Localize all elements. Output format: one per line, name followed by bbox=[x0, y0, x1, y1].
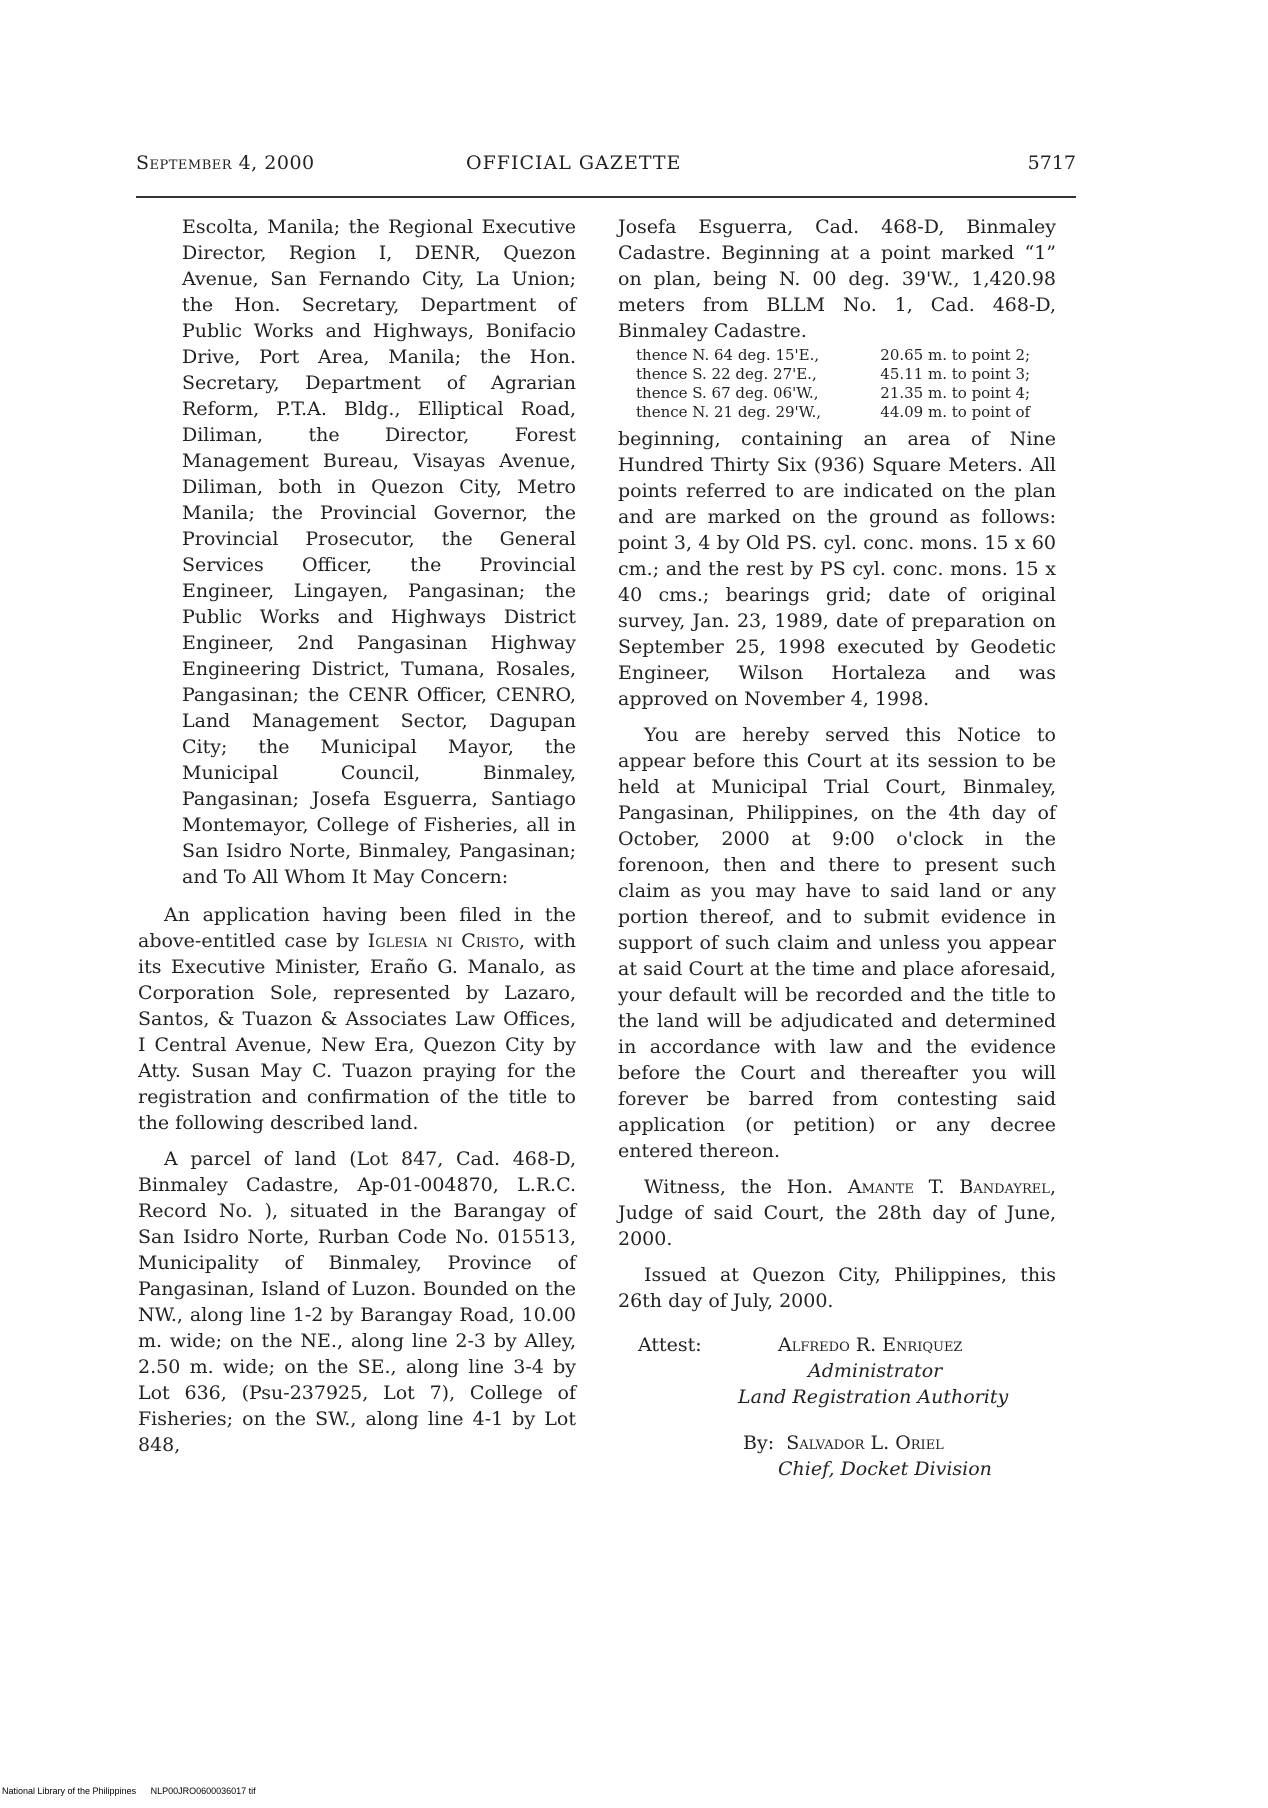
notice-paragraph: You are hereby served this Notice to appear before this Court at its session to be held at Municipal Trial Court, Binmaley, Pangasinan, Philippines, on the 4th day of October, 2000 at 9:00 o'clock in the forenoon, then and there to present such claim as you may have to said land or any portion thereof, and to submit evidence in support of such claim and unless you appear at said Court at the time and place aforesaid, your default will be recorded and the title to the land will be adjudicated and determined in accordance with law and the evidence before the Court and thereafter you will forever be barred from contesting said application (or petition) or any decree entered thereon. bbox=[618, 724, 1056, 1162]
chief-name: Salvador L. Oriel bbox=[786, 1432, 944, 1454]
application-text-start: An application having been filed in the above-entitled case by bbox=[138, 904, 576, 952]
signature-block bbox=[618, 1332, 1056, 1492]
witness-text-start: Witness, the Hon. bbox=[644, 1176, 834, 1198]
bearing-row bbox=[618, 365, 1056, 384]
addressees-paragraph: Escolta, Manila; the Regional Executive Director, Region I, DENR, Quezon Avenue, San Fernando City, La Union; the Hon. Secretary, Department of Public Works and Highways, Bonifacio Drive, Port Area, Manila; the Hon. Secretary, Department of Agrarian Reform, P.T.A. Bldg., Elliptical Road, Diliman, the Director, Forest Management Bureau, Visayas Avenue, Diliman, both in Quezon City, Metro Manila; the Provincial Governor, the Provincial Prosecutor, the General Services Officer, the Provincial Engineer, Lingayen, Pangasinan; the Public Works and Highways District Engineer, 2nd Pangasinan Highway Engineering District, Tumana, Rosales, Pangasinan; the CENR Officer, CENRO, Land Management Sector, Dagupan City; the Municipal Mayor, the Municipal Council, Binmaley, Pangasinan; Josefa Esguerra, Santiago Montemayor, College of Fisheries, all in San Isidro Norte, Binmaley, Pangasinan; and To All Whom It May Concern: bbox=[182, 216, 576, 888]
bearing-cell: thence N. 64 deg. 15'E., bbox=[636, 346, 820, 364]
technical-description-paragraph: beginning, containing an area of Nine Hundred Thirty Six (936) Square Meters. All points referred to are indicated on the plan and are marked on the ground as follows: point 3, 4 by Old PS. cyl. conc. mons. 15 x 60 cm.; and the rest by PS cyl. conc. mons. 15 x 40 cms.; bearings grid; date of original survey, Jan. 23, 1989, date of preparation on September 25, 1998 executed by Geodetic Engineer, Wilson Hortaleza and was approved on November 4, 1998. bbox=[618, 428, 1056, 710]
chief-title: Chief, Docket Division bbox=[778, 1458, 992, 1480]
bearing-row bbox=[618, 346, 1056, 365]
bearing-cell: thence S. 22 deg. 27'E., bbox=[636, 365, 817, 383]
distance-cell: 44.09 m. to point of bbox=[880, 403, 1031, 421]
administrator-title: Administrator bbox=[808, 1360, 943, 1382]
witness-paragraph bbox=[618, 1174, 1056, 1252]
by-line bbox=[743, 1430, 944, 1456]
header-rule bbox=[136, 196, 1076, 198]
library-credit: National Library of the Philippines bbox=[2, 1786, 137, 1796]
attest-label: Attest: bbox=[638, 1334, 702, 1356]
distance-cell: 45.11 m. to point 3; bbox=[880, 365, 1031, 383]
bearing-row bbox=[618, 384, 1056, 403]
left-column bbox=[138, 214, 576, 1468]
application-paragraph bbox=[138, 902, 576, 1136]
bearing-cell: thence S. 67 deg. 06'W., bbox=[636, 384, 819, 402]
parcel-continuation-paragraph: Josefa Esguerra, Cad. 468-D, Binmaley Cadastre. Beginning at a point marked “1” on plan, being N. 00 deg. 39'W., 1,420.98 meters from BLLM No. 1, Cad. 468-D, Binmaley Cadastre. bbox=[618, 216, 1056, 342]
bearing-cell: thence N. 21 deg. 29'W., bbox=[636, 403, 821, 421]
bearings-table bbox=[618, 346, 1056, 422]
issue-date: September 4, 2000 bbox=[136, 152, 315, 174]
applicant-name: Iglesia ni Cristo bbox=[367, 930, 519, 952]
scan-footer bbox=[2, 1786, 268, 1796]
right-column bbox=[618, 214, 1056, 1492]
agency-name: Land Registration Authority bbox=[738, 1386, 1009, 1408]
distance-cell: 20.65 m. to point 2; bbox=[880, 346, 1031, 364]
bearing-row bbox=[618, 403, 1056, 422]
page-header bbox=[136, 152, 1076, 182]
page-number: 5717 bbox=[1027, 152, 1076, 174]
issued-paragraph: Issued at Quezon City, Philippines, this 26th day of July, 2000. bbox=[618, 1264, 1056, 1312]
parcel-description-paragraph: A parcel of land (Lot 847, Cad. 468-D, Binmaley Cadastre, Ap-01-004870, L.R.C. Record No. ), situated in the Barangay of San Isidro Norte, Rurban Code No. 015513, Municipality of Binmaley, Province of Pangasinan, Island of Luzon. Bounded on the NW., along line 1-2 by Barangay Road, 10.00 m. wide; on the NE., along line 2-3 by Alley, 2.50 m. wide; on the SE., along line 3-4 by Lot 636, (Psu-237925, Lot 7), College of Fisheries; on the SW., along line 4-1 by Lot 848, bbox=[138, 1148, 576, 1456]
judge-name: Amante T. Bandayrel bbox=[847, 1176, 1050, 1198]
file-identifier: NLP00JRO0600036017 tif bbox=[150, 1786, 256, 1796]
by-label: By: bbox=[743, 1432, 775, 1454]
application-text-end: , with its Executive Minister, Eraño G. Manalo, as Corporation Sole, represented by Lazaro, Santos, & Tuazon & Associates Law Offices, I Central Avenue, New Era, Quezon City by Atty. Susan May C. Tuazon praying for the registration and confirmation of the title to the following described land. bbox=[138, 930, 576, 1134]
witness-text-end: , Judge of said Court, the 28th day of June, 2000. bbox=[618, 1176, 1056, 1250]
administrator-name: Alfredo R. Enriquez bbox=[778, 1334, 963, 1356]
distance-cell: 21.35 m. to point 4; bbox=[880, 384, 1031, 402]
publication-title: OFFICIAL GAZETTE bbox=[466, 152, 682, 174]
